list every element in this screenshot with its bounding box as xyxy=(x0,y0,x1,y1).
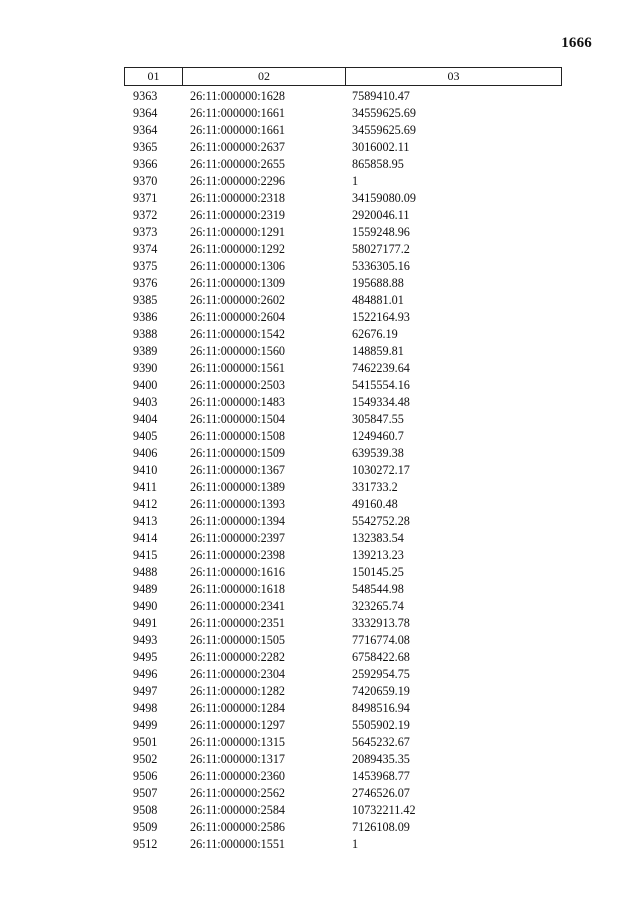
table-cell-col-01: 9415 xyxy=(133,548,158,562)
table-cell-col-02: 26:11:000000:1291 xyxy=(190,225,286,239)
table-cell-col-02: 26:11:000000:1483 xyxy=(190,395,286,409)
table-cell-col-01: 9413 xyxy=(133,514,158,528)
table-cell-col-01: 9363 xyxy=(133,89,158,103)
table-cell-col-01: 9371 xyxy=(133,191,158,205)
table-cell-col-02: 26:11:000000:1509 xyxy=(190,446,286,460)
table-row xyxy=(124,734,564,751)
table-cell-col-02: 26:11:000000:2604 xyxy=(190,310,286,324)
table-cell-col-02: 26:11:000000:1561 xyxy=(190,361,286,375)
column-header-02: 02 xyxy=(183,68,346,85)
table-cell-col-02: 26:11:000000:1661 xyxy=(190,123,286,137)
table-cell-col-02: 26:11:000000:2602 xyxy=(190,293,286,307)
table-cell-col-01: 9403 xyxy=(133,395,158,409)
table-cell-col-03: 865858.95 xyxy=(352,157,404,171)
table-cell-col-01: 9405 xyxy=(133,429,158,443)
table-cell-col-03: 195688.88 xyxy=(352,276,404,290)
table-row xyxy=(124,258,564,275)
table-row xyxy=(124,360,564,377)
table-row xyxy=(124,632,564,649)
table-cell-col-03: 5645232.67 xyxy=(352,735,410,749)
table-cell-col-01: 9388 xyxy=(133,327,158,341)
table-row xyxy=(124,428,564,445)
table-row xyxy=(124,445,564,462)
table-cell-col-02: 26:11:000000:2296 xyxy=(190,174,286,188)
table-cell-col-02: 26:11:000000:2584 xyxy=(190,803,286,817)
table-cell-col-02: 26:11:000000:1616 xyxy=(190,565,286,579)
table-cell-col-03: 331733.2 xyxy=(352,480,398,494)
table-cell-col-01: 9411 xyxy=(133,480,157,494)
table-cell-col-02: 26:11:000000:1292 xyxy=(190,242,286,256)
table-cell-col-02: 26:11:000000:2397 xyxy=(190,531,286,545)
table-cell-col-01: 9512 xyxy=(133,837,158,851)
table-cell-col-03: 1030272.17 xyxy=(352,463,410,477)
table-cell-col-02: 26:11:000000:1315 xyxy=(190,735,286,749)
table-row xyxy=(124,88,564,105)
table-cell-col-01: 9493 xyxy=(133,633,158,647)
table-row xyxy=(124,292,564,309)
table-cell-col-02: 26:11:000000:2282 xyxy=(190,650,286,664)
table-cell-col-03: 1249460.7 xyxy=(352,429,404,443)
table-cell-col-01: 9400 xyxy=(133,378,158,392)
table-cell-col-01: 9386 xyxy=(133,310,158,324)
table-cell-col-01: 9375 xyxy=(133,259,158,273)
table-cell-col-02: 26:11:000000:2562 xyxy=(190,786,286,800)
table-cell-col-02: 26:11:000000:2398 xyxy=(190,548,286,562)
table-cell-col-01: 9502 xyxy=(133,752,158,766)
table-cell-col-03: 2920046.11 xyxy=(352,208,410,222)
table-row xyxy=(124,581,564,598)
table-cell-col-03: 150145.25 xyxy=(352,565,404,579)
table-cell-col-02: 26:11:000000:1504 xyxy=(190,412,286,426)
table-cell-col-01: 9499 xyxy=(133,718,158,732)
table-cell-col-03: 548544.98 xyxy=(352,582,404,596)
table-cell-col-01: 9389 xyxy=(133,344,158,358)
table-cell-col-01: 9414 xyxy=(133,531,158,545)
table-cell-col-01: 9488 xyxy=(133,565,158,579)
table-cell-col-02: 26:11:000000:1367 xyxy=(190,463,286,477)
table-cell-col-02: 26:11:000000:2586 xyxy=(190,820,286,834)
table-cell-col-02: 26:11:000000:1560 xyxy=(190,344,286,358)
table-cell-col-01: 9404 xyxy=(133,412,158,426)
table-cell-col-02: 26:11:000000:2351 xyxy=(190,616,286,630)
table-row xyxy=(124,309,564,326)
table-row xyxy=(124,768,564,785)
table-cell-col-02: 26:11:000000:1505 xyxy=(190,633,286,647)
table-row xyxy=(124,802,564,819)
table-row xyxy=(124,275,564,292)
table-cell-col-01: 9501 xyxy=(133,735,158,749)
table-cell-col-03: 1559248.96 xyxy=(352,225,410,239)
table-body xyxy=(124,88,564,853)
table-cell-col-01: 9509 xyxy=(133,820,158,834)
table-cell-col-01: 9497 xyxy=(133,684,158,698)
table-cell-col-03: 7420659.19 xyxy=(352,684,410,698)
table-cell-col-03: 6758422.68 xyxy=(352,650,410,664)
table-row xyxy=(124,105,564,122)
table-row xyxy=(124,547,564,564)
table-cell-col-01: 9370 xyxy=(133,174,158,188)
table-row xyxy=(124,139,564,156)
table-cell-col-01: 9372 xyxy=(133,208,158,222)
table-row xyxy=(124,479,564,496)
table-cell-col-03: 2592954.75 xyxy=(352,667,410,681)
table-cell-col-02: 26:11:000000:1389 xyxy=(190,480,286,494)
table-row xyxy=(124,156,564,173)
table-row xyxy=(124,224,564,241)
table-cell-col-03: 5336305.16 xyxy=(352,259,410,273)
table-cell-col-02: 26:11:000000:2503 xyxy=(190,378,286,392)
table-row xyxy=(124,496,564,513)
table-row xyxy=(124,836,564,853)
table-cell-col-01: 9496 xyxy=(133,667,158,681)
table-cell-col-03: 1 xyxy=(352,174,359,188)
table-cell-col-01: 9506 xyxy=(133,769,158,783)
table-cell-col-03: 5505902.19 xyxy=(352,718,410,732)
table-cell-col-02: 26:11:000000:2318 xyxy=(190,191,286,205)
table-cell-col-03: 7589410.47 xyxy=(352,89,410,103)
table-cell-col-03: 62676.19 xyxy=(352,327,398,341)
table-row xyxy=(124,207,564,224)
table-cell-col-03: 305847.55 xyxy=(352,412,404,426)
table-cell-col-03: 10732211.42 xyxy=(352,803,416,817)
page-number: 1666 xyxy=(561,35,592,51)
table-cell-col-02: 26:11:000000:1508 xyxy=(190,429,286,443)
table-row xyxy=(124,564,564,581)
table-cell-col-02: 26:11:000000:2637 xyxy=(190,140,286,154)
table-cell-col-02: 26:11:000000:2655 xyxy=(190,157,286,171)
table-cell-col-01: 9498 xyxy=(133,701,158,715)
table-row xyxy=(124,377,564,394)
table-cell-col-01: 9508 xyxy=(133,803,158,817)
table-cell-col-01: 9490 xyxy=(133,599,158,613)
column-header-03: 03 xyxy=(447,69,460,83)
table-cell-col-02: 26:11:000000:1618 xyxy=(190,582,286,596)
table-cell-col-03: 148859.81 xyxy=(352,344,404,358)
table-row xyxy=(124,598,564,615)
table-cell-col-02: 26:11:000000:1628 xyxy=(190,89,286,103)
table-cell-col-03: 3016002.11 xyxy=(352,140,410,154)
table-row xyxy=(124,241,564,258)
table-row xyxy=(124,819,564,836)
table-cell-col-03: 49160.48 xyxy=(352,497,398,511)
table-cell-col-01: 9410 xyxy=(133,463,158,477)
table-row xyxy=(124,122,564,139)
table-cell-col-03: 58027177.2 xyxy=(352,242,410,256)
table-row xyxy=(124,411,564,428)
table-cell-col-01: 9374 xyxy=(133,242,158,256)
table-header xyxy=(124,67,562,86)
table-cell-col-01: 9385 xyxy=(133,293,158,307)
table-cell-col-02: 26:11:000000:2341 xyxy=(190,599,286,613)
table-row xyxy=(124,173,564,190)
table-cell-col-02: 26:11:000000:1284 xyxy=(190,701,286,715)
table-cell-col-02: 26:11:000000:1297 xyxy=(190,718,286,732)
table-row xyxy=(124,700,564,717)
table-cell-col-02: 26:11:000000:1282 xyxy=(190,684,286,698)
table-cell-col-01: 9507 xyxy=(133,786,158,800)
column-header-01: 01 xyxy=(125,68,183,85)
table-cell-col-03: 1 xyxy=(352,837,359,851)
table-cell-col-03: 3332913.78 xyxy=(352,616,410,630)
table-cell-col-03: 2089435.35 xyxy=(352,752,410,766)
table-cell-col-01: 9489 xyxy=(133,582,158,596)
table-cell-col-02: 26:11:000000:1309 xyxy=(190,276,286,290)
table-cell-col-03: 7126108.09 xyxy=(352,820,410,834)
table-cell-col-03: 34159080.09 xyxy=(352,191,416,205)
table-cell-col-03: 34559625.69 xyxy=(352,106,416,120)
table-row xyxy=(124,649,564,666)
table-cell-col-03: 323265.74 xyxy=(352,599,404,613)
table-cell-col-01: 9495 xyxy=(133,650,158,664)
table-row xyxy=(124,190,564,207)
table-row xyxy=(124,785,564,802)
table-cell-col-03: 1453968.77 xyxy=(352,769,410,783)
table-cell-col-01: 9364 xyxy=(133,106,158,120)
table-cell-col-03: 2746526.07 xyxy=(352,786,410,800)
table-row xyxy=(124,717,564,734)
table-cell-col-01: 9366 xyxy=(133,157,158,171)
table-cell-col-02: 26:11:000000:1542 xyxy=(190,327,286,341)
table-cell-col-02: 26:11:000000:2304 xyxy=(190,667,286,681)
table-cell-col-01: 9364 xyxy=(133,123,158,137)
table-cell-col-02: 26:11:000000:1317 xyxy=(190,752,286,766)
table-row xyxy=(124,326,564,343)
table-row xyxy=(124,615,564,632)
table-row xyxy=(124,683,564,700)
table-cell-col-02: 26:11:000000:1306 xyxy=(190,259,286,273)
table-cell-col-03: 1549334.48 xyxy=(352,395,410,409)
table-cell-col-03: 5542752.28 xyxy=(352,514,410,528)
table-cell-col-01: 9365 xyxy=(133,140,158,154)
table-row xyxy=(124,530,564,547)
table-cell-col-03: 484881.01 xyxy=(352,293,404,307)
table-cell-col-02: 26:11:000000:2360 xyxy=(190,769,286,783)
table-cell-col-03: 1522164.93 xyxy=(352,310,410,324)
table-row xyxy=(124,513,564,530)
table-cell-col-01: 9406 xyxy=(133,446,158,460)
table-cell-col-01: 9390 xyxy=(133,361,158,375)
table-cell-col-01: 9412 xyxy=(133,497,158,511)
table-cell-col-03: 132383.54 xyxy=(352,531,404,545)
table-cell-col-03: 639539.38 xyxy=(352,446,404,460)
table-row xyxy=(124,394,564,411)
table-row xyxy=(124,666,564,683)
table-cell-col-01: 9376 xyxy=(133,276,158,290)
table-cell-col-01: 9491 xyxy=(133,616,158,630)
table-cell-col-03: 7716774.08 xyxy=(352,633,410,647)
table-cell-col-02: 26:11:000000:2319 xyxy=(190,208,286,222)
table-cell-col-03: 8498516.94 xyxy=(352,701,410,715)
table-row xyxy=(124,751,564,768)
table-row xyxy=(124,462,564,479)
table-cell-col-02: 26:11:000000:1661 xyxy=(190,106,286,120)
table-row xyxy=(124,343,564,360)
table-cell-col-02: 26:11:000000:1393 xyxy=(190,497,286,511)
table-cell-col-02: 26:11:000000:1551 xyxy=(190,837,286,851)
table-cell-col-01: 9373 xyxy=(133,225,158,239)
table-cell-col-03: 5415554.16 xyxy=(352,378,410,392)
table-cell-col-03: 7462239.64 xyxy=(352,361,410,375)
table-cell-col-03: 139213.23 xyxy=(352,548,404,562)
table-cell-col-02: 26:11:000000:1394 xyxy=(190,514,286,528)
table-cell-col-03: 34559625.69 xyxy=(352,123,416,137)
